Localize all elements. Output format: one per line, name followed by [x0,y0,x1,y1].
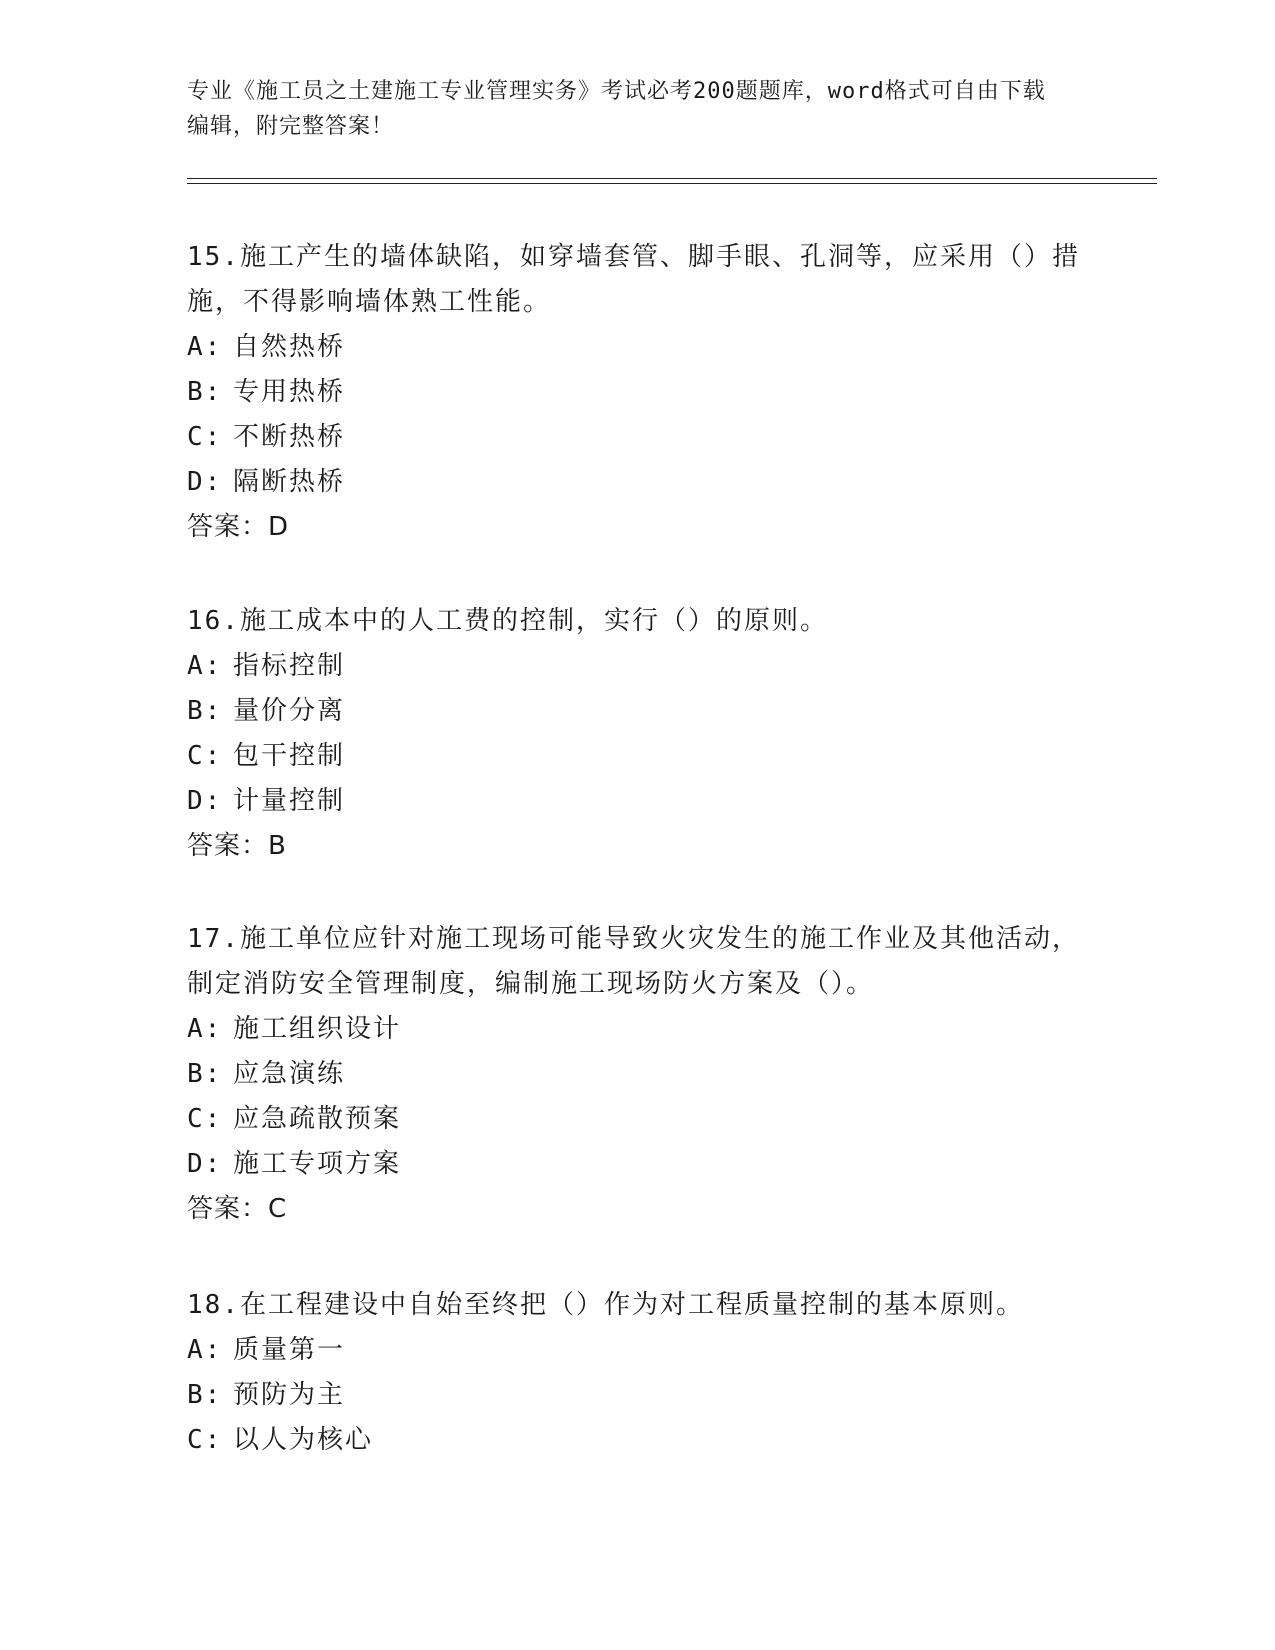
question-18 [187,1283,1087,1463]
option-text: 施工专项方案 [233,1149,402,1179]
option-key: C: [187,1425,223,1455]
option-c [187,1097,1087,1142]
option-a [187,644,1087,689]
option-b [187,689,1087,734]
option-text: 隔断热桥 [233,467,346,497]
option-key: D: [187,1149,223,1179]
option-c [187,734,1087,779]
option-a [187,1007,1087,1052]
option-text: 质量第一 [233,1335,346,1365]
option-key: C: [187,741,223,771]
option-text: 包干控制 [233,741,346,771]
question-16 [187,599,1087,869]
option-text: 以人为核心 [233,1425,374,1455]
option-a [187,325,1087,370]
option-text: 不断热桥 [233,422,346,452]
question-17 [187,917,1087,1232]
option-text: 专用热桥 [233,377,346,407]
header-divider-bottom [187,183,1157,184]
option-key: B: [187,1059,223,1089]
answer: 答案：D [187,512,290,542]
header-divider-top [187,178,1157,179]
option-key: A: [187,1335,223,1365]
option-text: 预防为主 [233,1380,346,1410]
option-text: 指标控制 [233,651,346,681]
option-key: C: [187,1104,223,1134]
option-a [187,1328,1087,1373]
option-key: B: [187,1380,223,1410]
option-text: 施工组织设计 [233,1014,402,1044]
answer: 答案：B [187,831,287,861]
option-text: 应急演练 [233,1059,346,1089]
option-d [187,1142,1087,1187]
question-15 [187,235,1087,550]
option-c [187,1418,1087,1463]
option-text: 计量控制 [233,786,346,816]
option-b [187,370,1087,415]
option-key: B: [187,377,223,407]
answer: 答案：C [187,1194,288,1224]
option-key: A: [187,1014,223,1044]
option-key: D: [187,467,223,497]
option-text: 量价分离 [233,696,346,726]
option-b [187,1373,1087,1418]
option-d [187,779,1087,824]
option-key: B: [187,696,223,726]
option-text: 应急疏散预案 [233,1104,402,1134]
document-header: 专业《施工员之土建施工专业管理实务》考试必考200题题库，word格式可自由下载编辑，附完整答案！ [187,79,1046,139]
option-key: A: [187,332,223,362]
question-stem: 17.施工单位应针对施工现场可能导致火灾发生的施工作业及其他活动，制定消防安全管理制度，编制施工现场防火方案及（）。 [187,924,1080,999]
option-key: C: [187,422,223,452]
option-key: A: [187,651,223,681]
question-stem: 18.在工程建设中自始至终把（）作为对工程质量控制的基本原则。 [187,1290,1024,1320]
option-c [187,415,1087,460]
option-d [187,460,1087,505]
option-b [187,1052,1087,1097]
option-key: D: [187,786,223,816]
question-stem: 15.施工产生的墙体缺陷，如穿墙套管、脚手眼、孔洞等，应采用（）措施，不得影响墙体熟工性能。 [187,242,1080,317]
question-stem: 16.施工成本中的人工费的控制，实行（）的原则。 [187,606,828,636]
option-text: 自然热桥 [233,332,346,362]
